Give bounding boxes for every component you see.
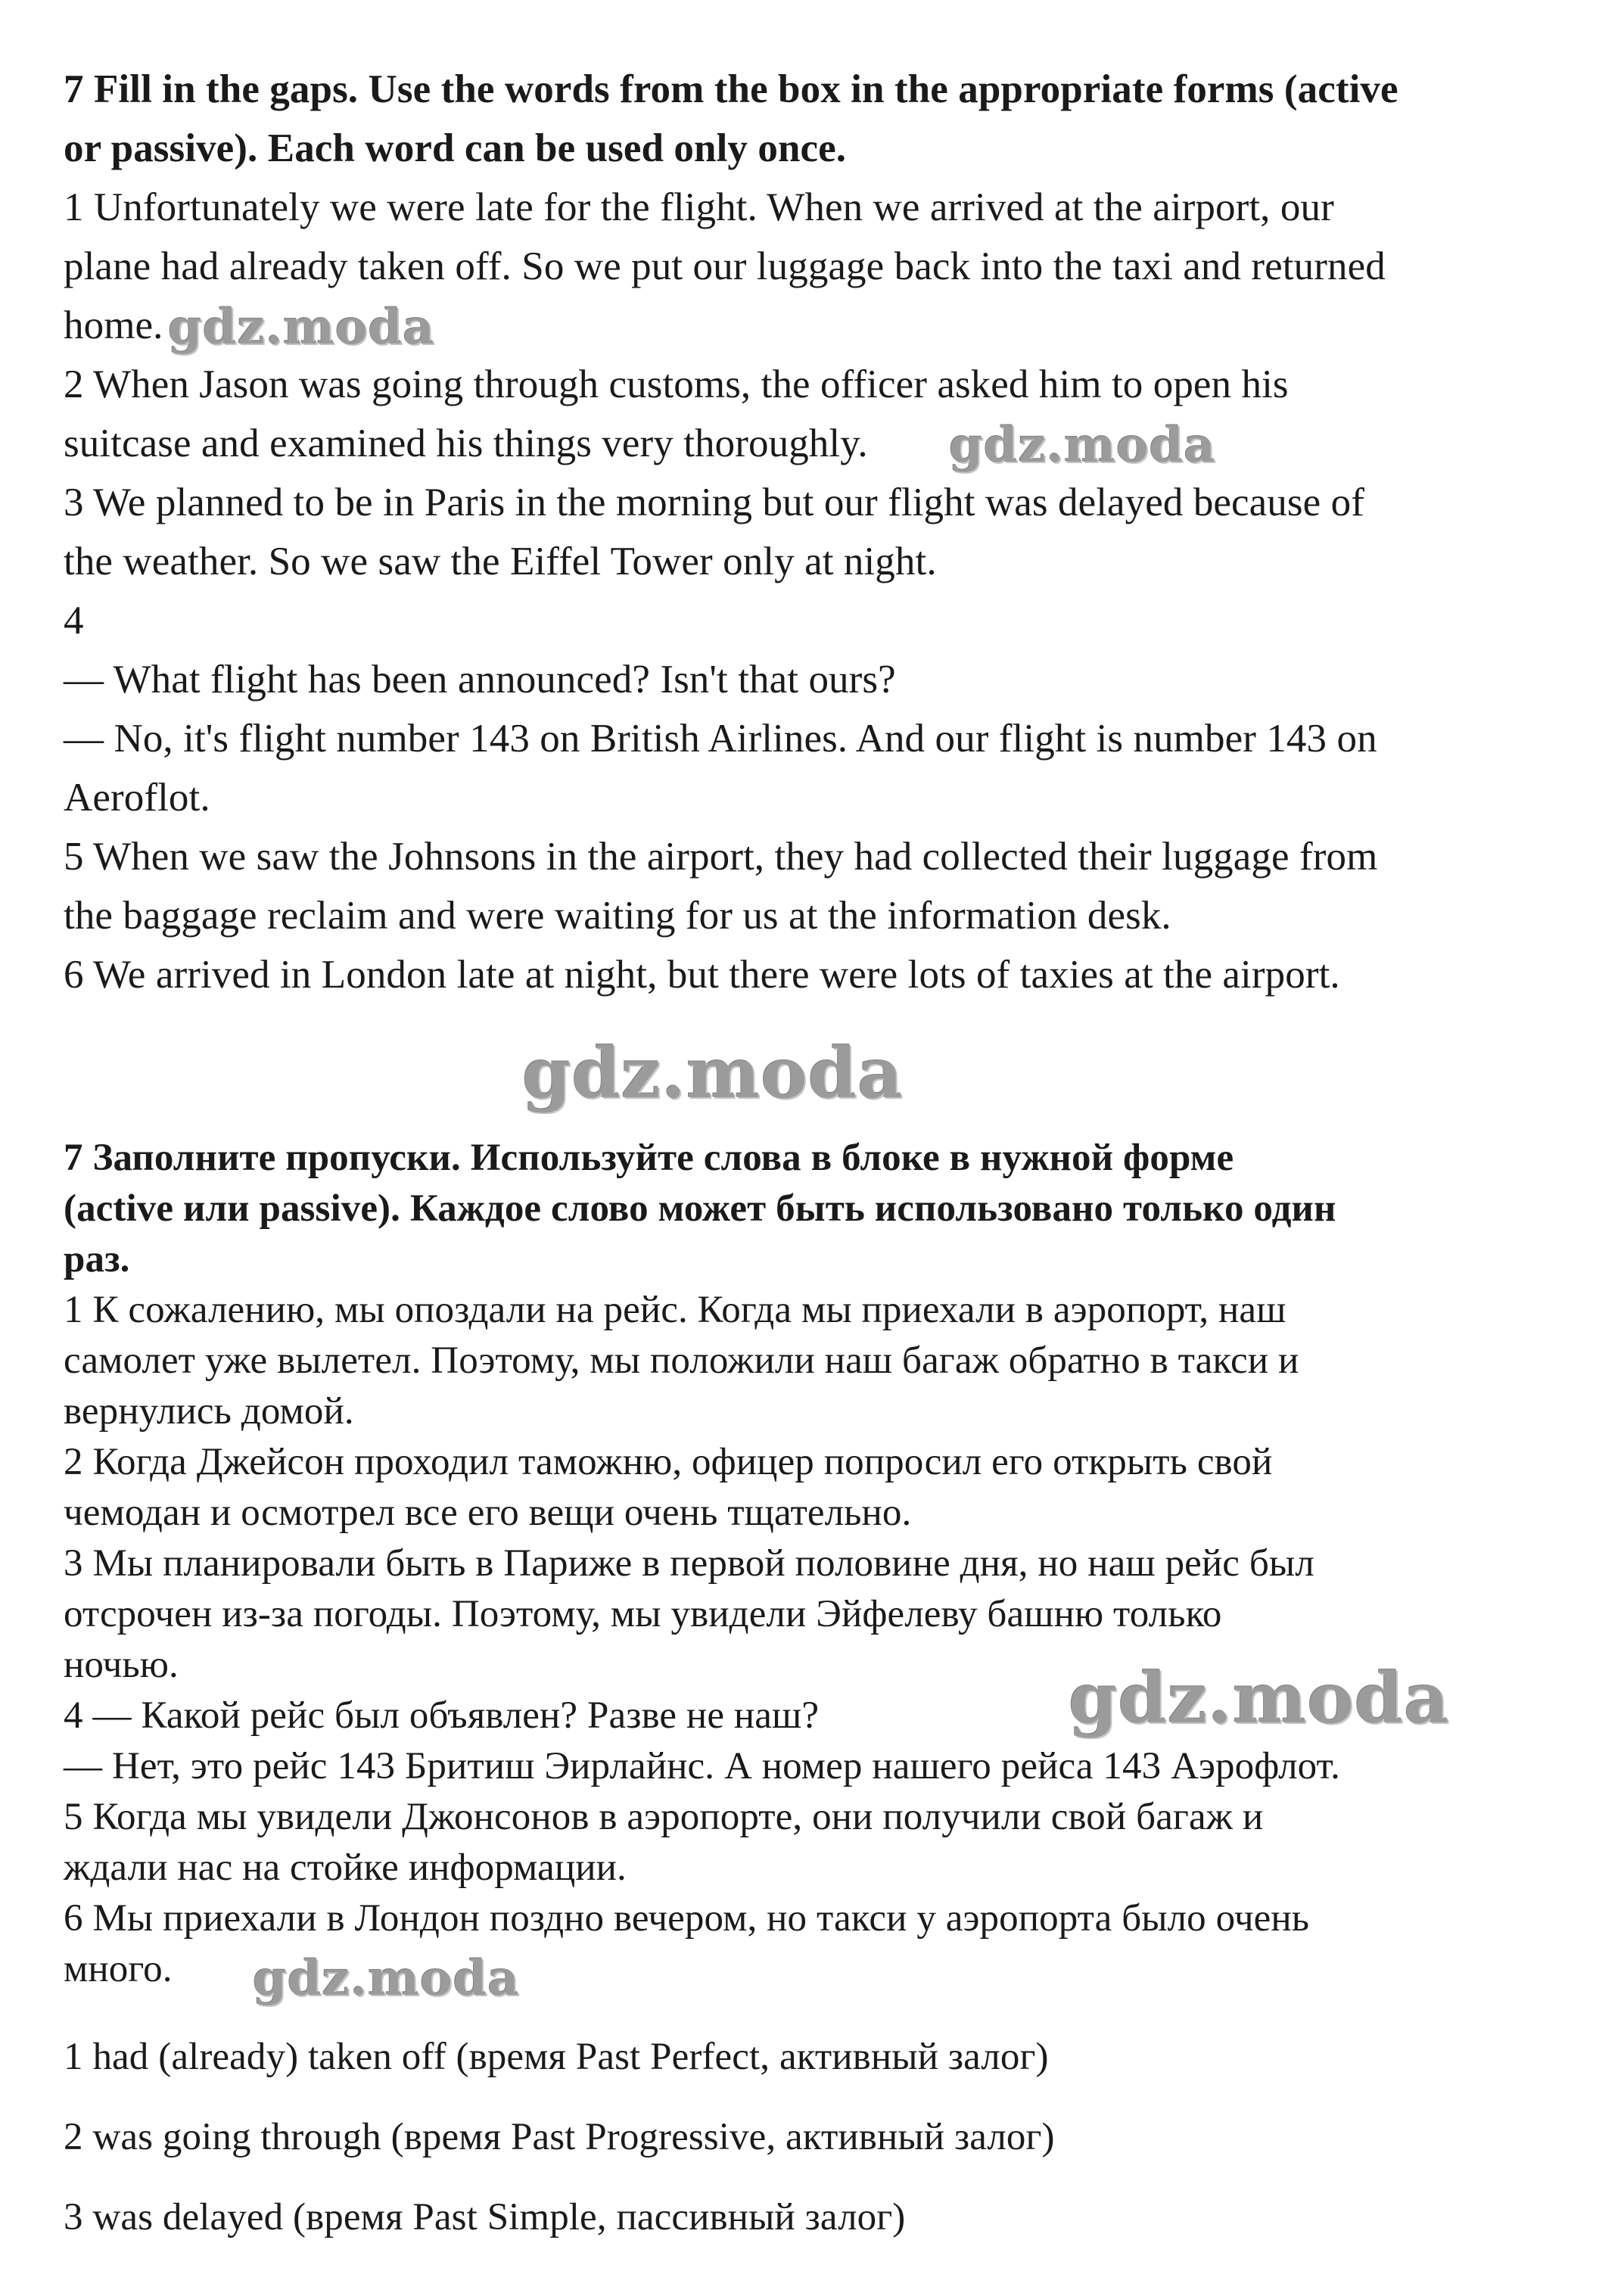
russian-line: 5 Когда мы увидели Джонсонов в аэропорте, они получили свой багаж и [64, 1796, 1264, 1838]
russian-line: 2 Когда Джейсон проходил таможню, офицер попросил его открыть свой [64, 1441, 1273, 1483]
russian-line: вернулись домой. [64, 1390, 354, 1433]
english-line: 3 We planned to be in Paris in the morning but our flight was delayed because of [64, 481, 1364, 524]
russian-line: много. [64, 1948, 173, 1990]
english-line: Aeroflot. [64, 776, 210, 820]
russian-line: ночью. [64, 1644, 179, 1686]
russian-line: 1 К сожалению, мы опоздали на рейс. Когда мы приехали в аэропорт, наш [64, 1289, 1286, 1331]
watermark-logo: gdz.moda [168, 299, 435, 356]
english-line: 5 When we saw the Johnsons in the airport, they had collected their luggage from [64, 835, 1378, 879]
watermark-logo: gdz.moda [949, 417, 1216, 474]
watermark-logo: gdz.moda [522, 1032, 904, 1114]
russian-line: отсрочен из-за погоды. Поэтому, мы увидели Эйфелеву башню только [64, 1593, 1222, 1635]
watermark-logo: gdz.moda [1069, 1657, 1450, 1739]
english-line: the baggage reclaim and were waiting for us at the information desk. [64, 894, 1171, 938]
watermark-logo: gdz.moda [253, 1950, 520, 2007]
english-heading-line-2: or passive). Each word can be used only once. [64, 126, 847, 170]
russian-line: ждали нас на стойке информации. [64, 1846, 627, 1889]
english-line: the weather. So we saw the Eiffel Tower only at night. [64, 540, 937, 583]
english-line: 6 We arrived in London late at night, but there were lots of taxies at the airport. [64, 953, 1340, 997]
russian-line: — Нет, это рейс 143 Бритиш Эирлайнс. А номер нашего рейса 143 Аэрофлот. [64, 1745, 1340, 1787]
english-line: plane had already taken off. So we put our luggage back into the taxi and returned [64, 244, 1386, 288]
russian-line: 6 Мы приехали в Лондон поздно вечером, но такси у аэропорта было очень [64, 1897, 1310, 1940]
answer-line: 2 was going through (время Past Progressive, активный залог) [64, 2116, 1055, 2158]
russian-heading-line-2: (active или passive). Каждое слово может быть использовано только один [64, 1187, 1336, 1230]
english-heading-line-1: 7 Fill in the gaps. Use the words from the box in the appropriate forms (active [64, 67, 1398, 111]
russian-line: 4 — Какой рейс был объявлен? Разве не наш? [64, 1694, 820, 1737]
russian-heading-line-1: 7 Заполните пропуски. Используйте слова в блоке в нужной форме [64, 1137, 1234, 1179]
english-line: — What flight has been announced? Isn't that ours? [64, 658, 896, 702]
english-line: — No, it's flight number 143 on British Airlines. And our flight is number 143 on [64, 717, 1377, 761]
answer-line: 3 was delayed (время Past Simple, пассивный залог) [64, 2196, 906, 2238]
russian-heading-line-3: раз. [64, 1238, 130, 1280]
answer-line: 1 had (already) taken off (время Past Perfect, активный залог) [64, 2036, 1049, 2078]
russian-line: чемодан и осмотрел все его вещи очень тщательно. [64, 1492, 912, 1534]
english-line: 4 [64, 599, 84, 642]
russian-line: самолет уже вылетел. Поэтому, мы положили наш багаж обратно в такси и [64, 1339, 1299, 1382]
russian-line: 3 Мы планировали быть в Париже в первой половине дня, но наш рейс был [64, 1542, 1314, 1585]
english-line: 2 When Jason was going through customs, the officer asked him to open his [64, 362, 1289, 406]
english-line: home. [64, 303, 163, 347]
english-line: suitcase and examined his things very thoroughly. [64, 422, 868, 465]
english-line: 1 Unfortunately we were late for the flight. When we arrived at the airport, our [64, 185, 1334, 229]
